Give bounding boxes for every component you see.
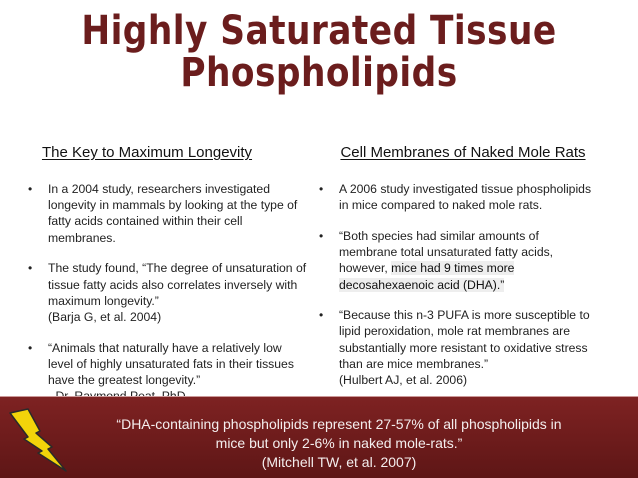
bullet-line: The study found, “The degree of unsaturation of bbox=[48, 261, 307, 276]
left-column-heading: The Key to Maximum Longevity bbox=[41, 144, 253, 161]
bullet-line: membranes. bbox=[48, 230, 116, 245]
bullet-line bbox=[339, 260, 625, 276]
left-column bbox=[22, 144, 312, 419]
list-item bbox=[22, 340, 312, 405]
bullet-line: than are mice membranes.” bbox=[339, 356, 489, 371]
bullet-icon: • bbox=[319, 182, 324, 196]
bullet-line: “Because this n-3 PUFA is more susceptible to bbox=[339, 308, 590, 323]
bullet-line: “Animals that naturally have a relatively low bbox=[48, 340, 282, 355]
bullet-line: level of highly unsaturated fats in their tissues bbox=[48, 356, 294, 371]
bullet-line: substantially more resistant to oxidative stress bbox=[339, 340, 588, 355]
list-item bbox=[313, 228, 625, 293]
list-item bbox=[313, 181, 625, 213]
bullet-icon: • bbox=[28, 182, 33, 196]
bullet-line: lipid peroxidation, mole rat membranes are bbox=[339, 324, 570, 339]
bullet-line: have the greatest longevity.” bbox=[48, 373, 201, 388]
highlighted-text: mice had 9 times more bbox=[391, 261, 515, 276]
slide-title bbox=[45, 10, 594, 94]
quote-citation: (Mitchell TW, et al. 2007) bbox=[261, 454, 417, 470]
bullet-line: in mice compared to naked mole rats. bbox=[339, 198, 543, 213]
quote-line: mice but only 2-6% in naked mole-rats.” bbox=[215, 435, 463, 451]
bullet-line: fatty acids contained within their cell bbox=[48, 214, 243, 229]
right-column-heading: Cell Membranes of Naked Mole Rats bbox=[340, 144, 586, 161]
plain-text: however, bbox=[339, 261, 392, 276]
list-item bbox=[22, 181, 312, 246]
right-column bbox=[313, 144, 625, 403]
left-bullet-list bbox=[22, 181, 312, 404]
bullet-line: membrane total unsaturated fatty acids, bbox=[339, 245, 554, 260]
bullet-line: longevity in mammals by looking at the type of bbox=[48, 198, 298, 213]
right-bullet-list bbox=[313, 181, 625, 388]
bullet-line: In a 2004 study, researchers investigated bbox=[48, 182, 270, 196]
bullet-line: A 2006 study investigated tissue phospholipids bbox=[339, 182, 592, 196]
bullet-line bbox=[339, 277, 625, 293]
highlighted-text: decosahexaenoic acid (DHA).” bbox=[339, 277, 505, 292]
list-item bbox=[22, 260, 312, 325]
bullet-icon: • bbox=[319, 228, 324, 243]
bullet-icon: • bbox=[28, 340, 33, 355]
quote-line: “DHA-containing phospholipids represent 27-57% of all phospholipids in bbox=[116, 416, 562, 432]
bullet-line: “Both species had similar amounts of bbox=[339, 228, 539, 243]
bullet-icon: • bbox=[319, 308, 324, 323]
bullet-line: maximum longevity.” bbox=[48, 293, 159, 308]
bullet-line: tissue fatty acids also correlates inversely with bbox=[48, 277, 298, 292]
title-line-2: Phospholipids bbox=[180, 50, 458, 96]
citation: (Hulbert AJ, et al. 2006) bbox=[339, 373, 468, 388]
list-item bbox=[313, 307, 625, 388]
bullet-icon: • bbox=[28, 261, 33, 276]
citation: (Barja G, et al. 2004) bbox=[48, 309, 162, 324]
banner-quote bbox=[60, 415, 618, 472]
title-line-1: Highly Saturated Tissue bbox=[81, 8, 557, 54]
